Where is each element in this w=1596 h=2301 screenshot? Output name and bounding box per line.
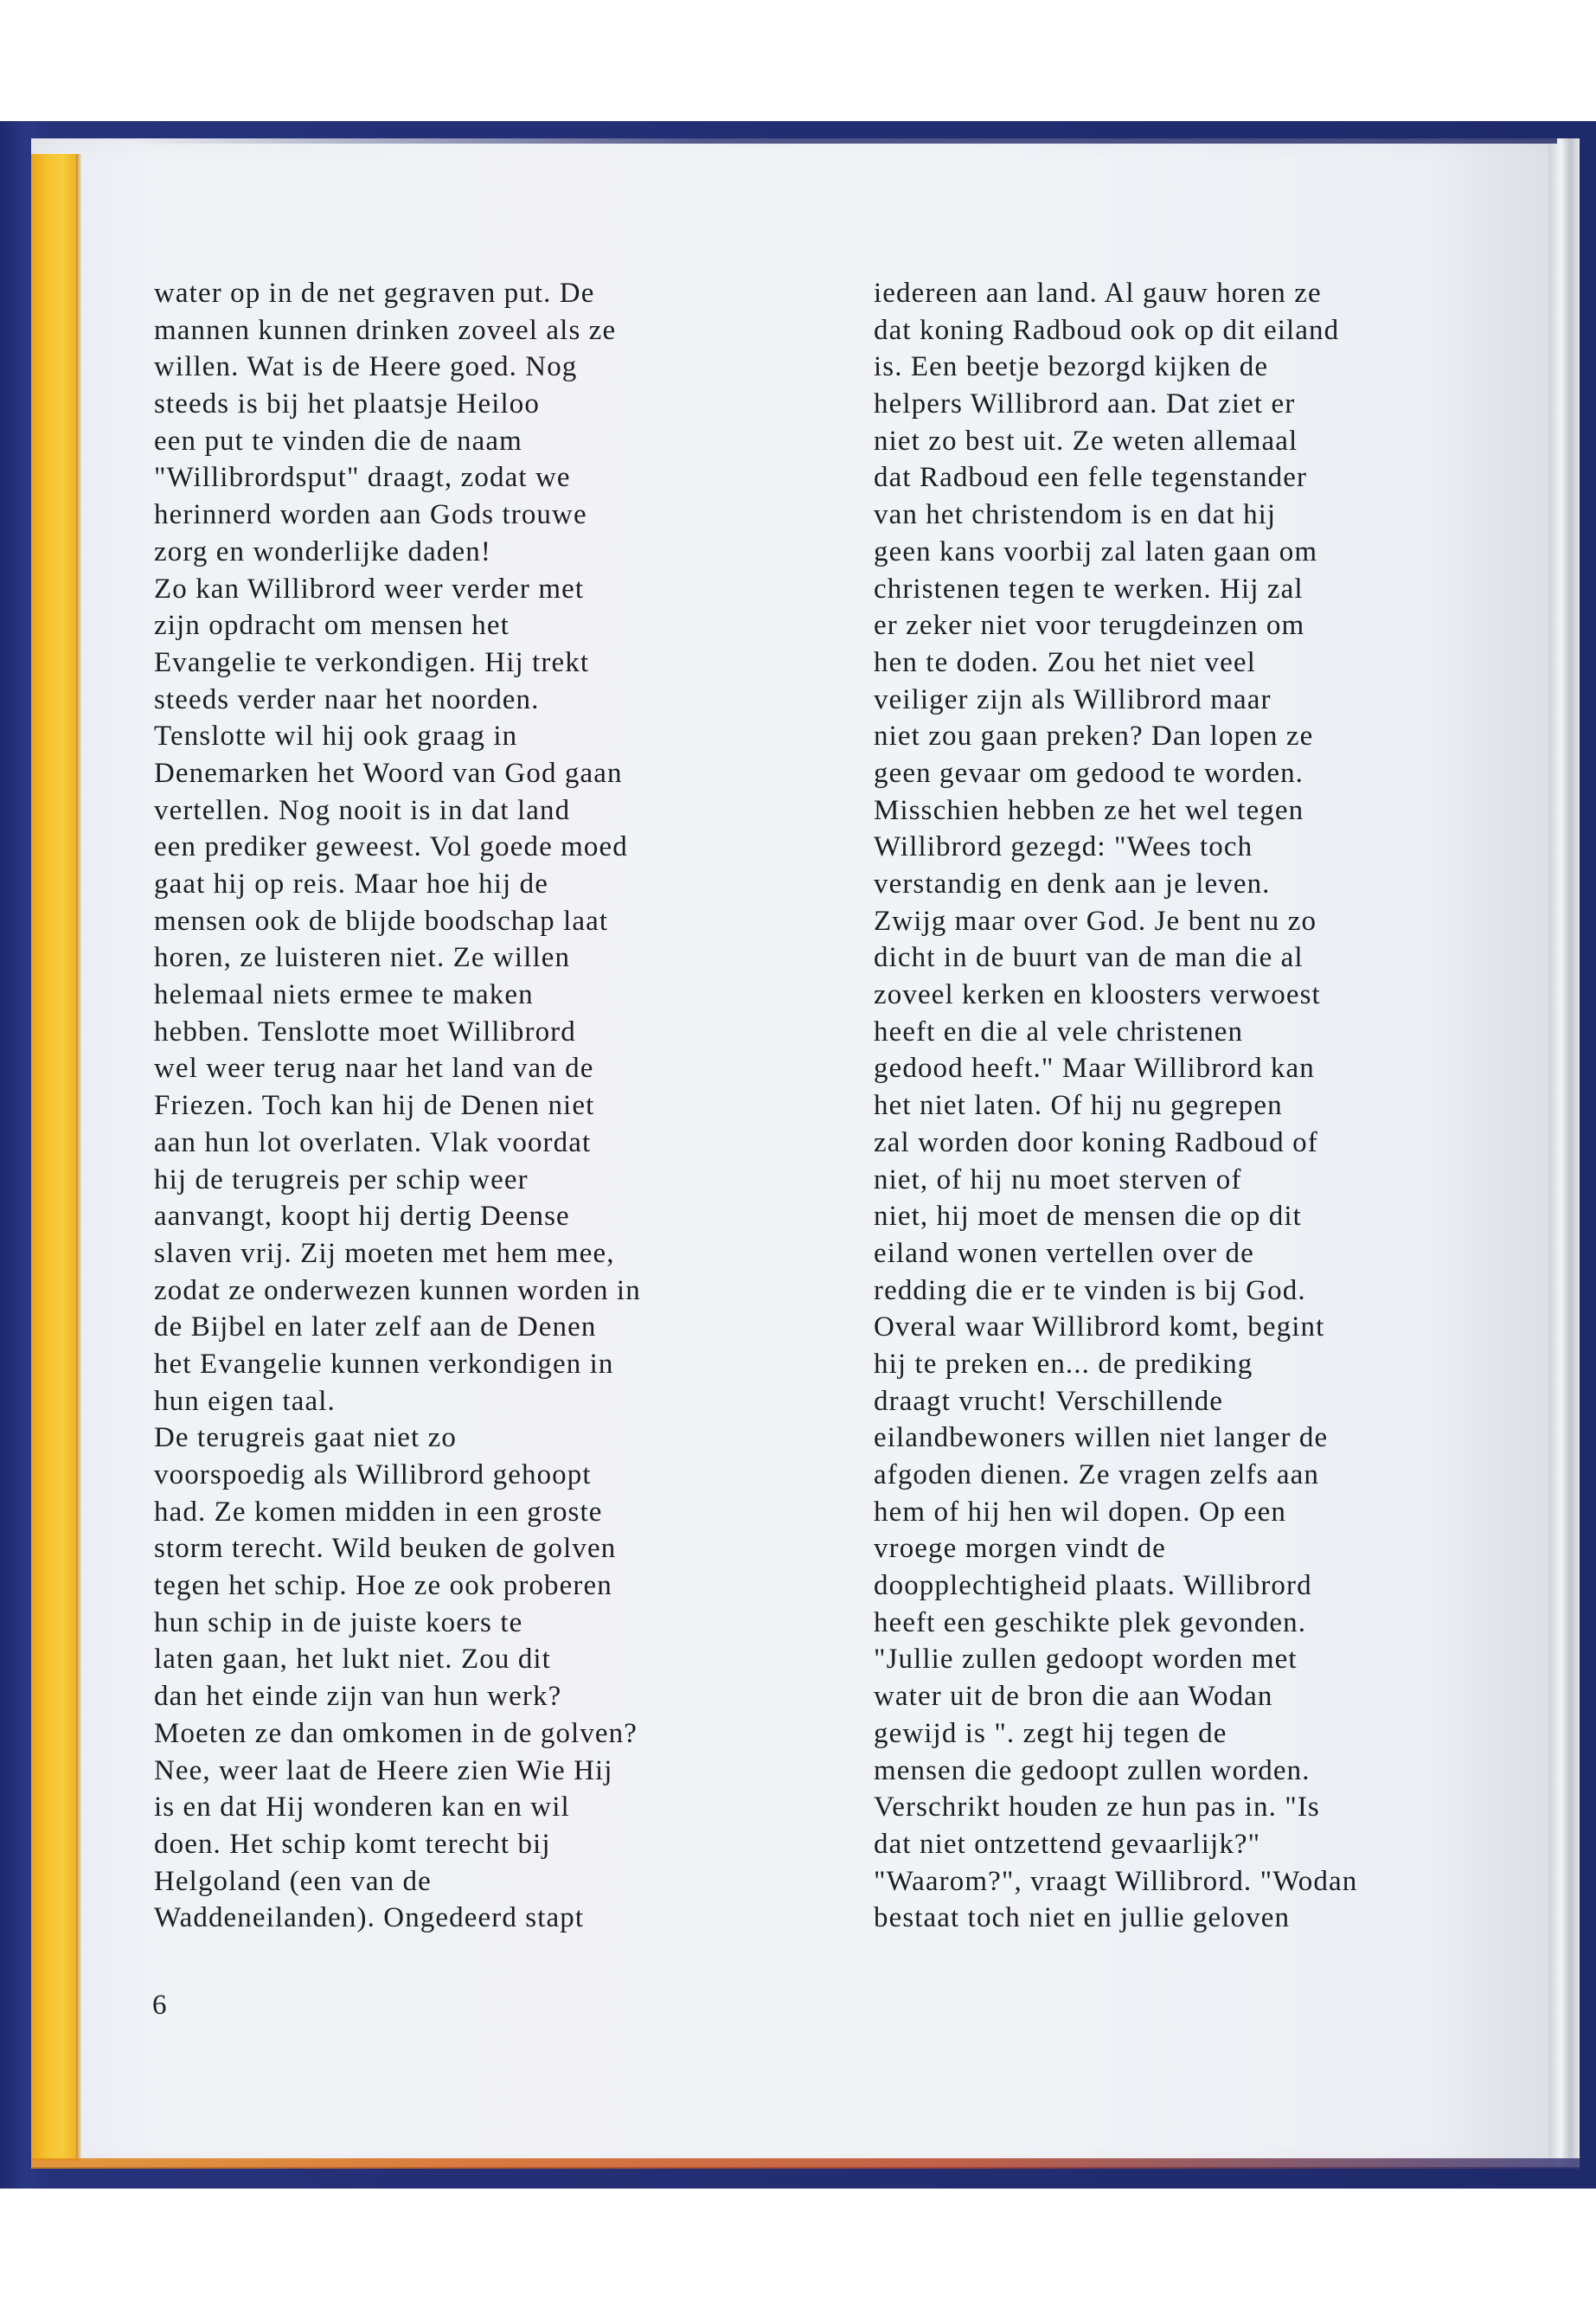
text-line: dan het einde zijn van hun werk? — [154, 1681, 562, 1713]
text-line: Zwijg maar over God. Je bent nu zo — [874, 905, 1317, 937]
text-line: hebben. Tenslotte moet Willibrord — [154, 1016, 576, 1048]
text-line: helemaal niets ermee te maken — [154, 979, 534, 1011]
text-line: steeds is bij het plaatsje Heiloo — [154, 388, 540, 420]
text-line: christenen tegen te werken. Hij zal — [874, 573, 1304, 605]
text-line: hun schip in de juiste koers te — [154, 1606, 523, 1638]
text-line: zal worden door koning Radboud of — [874, 1126, 1318, 1158]
text-line: het niet laten. Of hij nu gegrepen — [874, 1090, 1283, 1122]
text-line: verstandig en denk aan je leven. — [874, 868, 1271, 900]
text-line: geen kans voorbij zal laten gaan om — [874, 535, 1318, 567]
text-line: "Jullie zullen gedoopt worden met — [874, 1644, 1298, 1676]
text-line: Tenslotte wil hij ook graag in — [154, 721, 518, 753]
text-line: had. Ze komen midden in een groste — [154, 1496, 603, 1528]
text-line: mensen ook de blijde boodschap laat — [154, 905, 609, 937]
text-line: geen gevaar om gedood te worden. — [874, 757, 1304, 789]
text-line: gewijd is ". zegt hij tegen de — [874, 1717, 1227, 1749]
text-line: er zeker niet voor terugdeinzen om — [874, 610, 1305, 642]
text-line: zodat ze onderwezen kunnen worden in — [154, 1274, 641, 1306]
text-line: veiliger zijn als Willibrord maar — [874, 683, 1272, 715]
spine-edge — [76, 154, 81, 2161]
text-line: herinnerd worden aan Gods trouwe — [154, 499, 587, 531]
text-line: Friezen. Toch kan hij de Denen niet — [154, 1090, 595, 1122]
text-line: steeds verder naar het noorden. — [154, 683, 540, 715]
text-line: aan hun lot overlaten. Vlak voordat — [154, 1126, 592, 1158]
text-line: Denemarken het Woord van God gaan — [154, 757, 623, 789]
text-line: willen. Wat is de Heere goed. Nog — [154, 351, 578, 383]
text-line: mensen die gedoopt zullen worden. — [874, 1754, 1311, 1786]
text-line: Zo kan Willibrord weer verder met — [154, 573, 585, 605]
text-line: water op in de net gegraven put. De — [154, 278, 595, 309]
text-line: Willibrord gezegd: "Wees toch — [874, 831, 1253, 863]
text-line: Nee, weer laat de Heere zien Wie Hij — [154, 1754, 613, 1786]
text-line: doopplechtigheid plaats. Willibrord — [874, 1570, 1312, 1602]
text-line: heeft en die al vele christenen — [874, 1016, 1244, 1048]
text-line: zorg en wonderlijke daden! — [154, 535, 491, 567]
text-line: vertellen. Nog nooit is in dat land — [154, 794, 571, 826]
text-line: is. Een beetje bezorgd kijken de — [874, 351, 1269, 383]
text-line: hen te doden. Zou het niet veel — [874, 646, 1256, 678]
text-line: Misschien hebben ze het wel tegen — [874, 794, 1304, 826]
text-line: water uit de bron die aan Wodan — [874, 1681, 1273, 1713]
page-right-edge — [1548, 138, 1580, 2167]
left-text-column — [154, 275, 794, 1937]
text-line: gaat hij op reis. Maar hoe hij de — [154, 868, 549, 900]
right-text-column — [874, 275, 1479, 1937]
text-line: vroege morgen vindt de — [874, 1533, 1166, 1565]
page-number: 6 — [152, 1990, 167, 2021]
text-line: "Willibrordsput" draagt, zodat we — [154, 462, 571, 494]
text-line: doen. Het schip komt terecht bij — [154, 1828, 551, 1860]
text-line: redding die er te vinden is bij God. — [874, 1274, 1306, 1306]
text-line: hun eigen taal. — [154, 1385, 336, 1417]
text-line: storm terecht. Wild beuken de golven — [154, 1533, 617, 1565]
text-line: bestaat toch niet en jullie geloven — [874, 1902, 1291, 1934]
text-line: Helgoland (een van de — [154, 1865, 432, 1897]
text-line: dat koning Radboud ook op dit eiland — [874, 314, 1340, 346]
text-line: niet, of hij nu moet sterven of — [874, 1163, 1242, 1195]
text-line: hij te preken en... de prediking — [874, 1348, 1253, 1380]
text-line: Evangelie te verkondigen. Hij trekt — [154, 646, 590, 678]
text-line: zijn opdracht om mensen het — [154, 610, 510, 642]
text-line: hij de terugreis per schip weer — [154, 1163, 529, 1195]
text-line: tegen het schip. Hoe ze ook proberen — [154, 1570, 612, 1602]
text-line: Verschrikt houden ze hun pas in. "Is — [874, 1791, 1320, 1823]
text-line: Waddeneilanden). Ongedeerd stapt — [154, 1902, 585, 1934]
text-line: Moeten ze dan omkomen in de golven? — [154, 1717, 638, 1749]
text-line: helpers Willibrord aan. Dat ziet er — [874, 388, 1296, 420]
text-line: een prediker geweest. Vol goede moed — [154, 831, 628, 863]
text-line: "Waarom?", vraagt Willibrord. "Wodan — [874, 1865, 1358, 1897]
text-line: iedereen aan land. Al gauw horen ze — [874, 278, 1322, 309]
text-line: afgoden dienen. Ze vragen zelfs aan — [874, 1459, 1319, 1490]
text-line: dicht in de buurt van de man die al — [874, 942, 1304, 974]
text-line: het Evangelie kunnen verkondigen in — [154, 1348, 614, 1380]
text-line: horen, ze luisteren niet. Ze willen — [154, 942, 571, 974]
text-line: slaven vrij. Zij moeten met hem mee, — [154, 1237, 615, 1269]
page-spine-strip — [31, 154, 76, 2161]
text-line: een put te vinden die de naam — [154, 425, 522, 457]
text-line: niet zou gaan preken? Dan lopen ze — [874, 721, 1314, 753]
text-line: eiland wonen vertellen over de — [874, 1237, 1254, 1269]
text-line: van het christendom is en dat hij — [874, 499, 1277, 531]
text-line: is en dat Hij wonderen kan en wil — [154, 1791, 570, 1823]
text-line: aanvangt, koopt hij dertig Deense — [154, 1201, 570, 1233]
text-line: Overal waar Willibrord komt, begint — [874, 1311, 1325, 1343]
text-line: heeft een geschikte plek gevonden. — [874, 1606, 1307, 1638]
text-line: de Bijbel en later zelf aan de Denen — [154, 1311, 597, 1343]
text-line: zoveel kerken en kloosters verwoest — [874, 979, 1321, 1011]
text-line: dat Radboud een felle tegenstander — [874, 462, 1308, 494]
text-line: gedood heeft." Maar Willibrord kan — [874, 1053, 1315, 1085]
text-line: voorspoedig als Willibrord gehoopt — [154, 1459, 592, 1490]
text-line: wel weer terug naar het land van de — [154, 1053, 594, 1085]
text-line: dat niet ontzettend gevaarlijk?" — [874, 1828, 1261, 1860]
text-line: mannen kunnen drinken zoveel als ze — [154, 314, 617, 346]
text-line: hem of hij hen wil dopen. Op een — [874, 1496, 1286, 1528]
top-edge — [130, 138, 1557, 144]
text-line: niet, hij moet de mensen die op dit — [874, 1201, 1302, 1233]
text-line: niet zo best uit. Ze weten allemaal — [874, 425, 1298, 457]
text-line: draagt vrucht! Verschillende — [874, 1385, 1224, 1417]
text-line: laten gaan, het lukt niet. Zou dit — [154, 1644, 551, 1676]
text-line: De terugreis gaat niet zo — [154, 1422, 458, 1454]
bottom-edge — [31, 2158, 1580, 2169]
text-line: eilandbewoners willen niet langer de — [874, 1422, 1329, 1454]
